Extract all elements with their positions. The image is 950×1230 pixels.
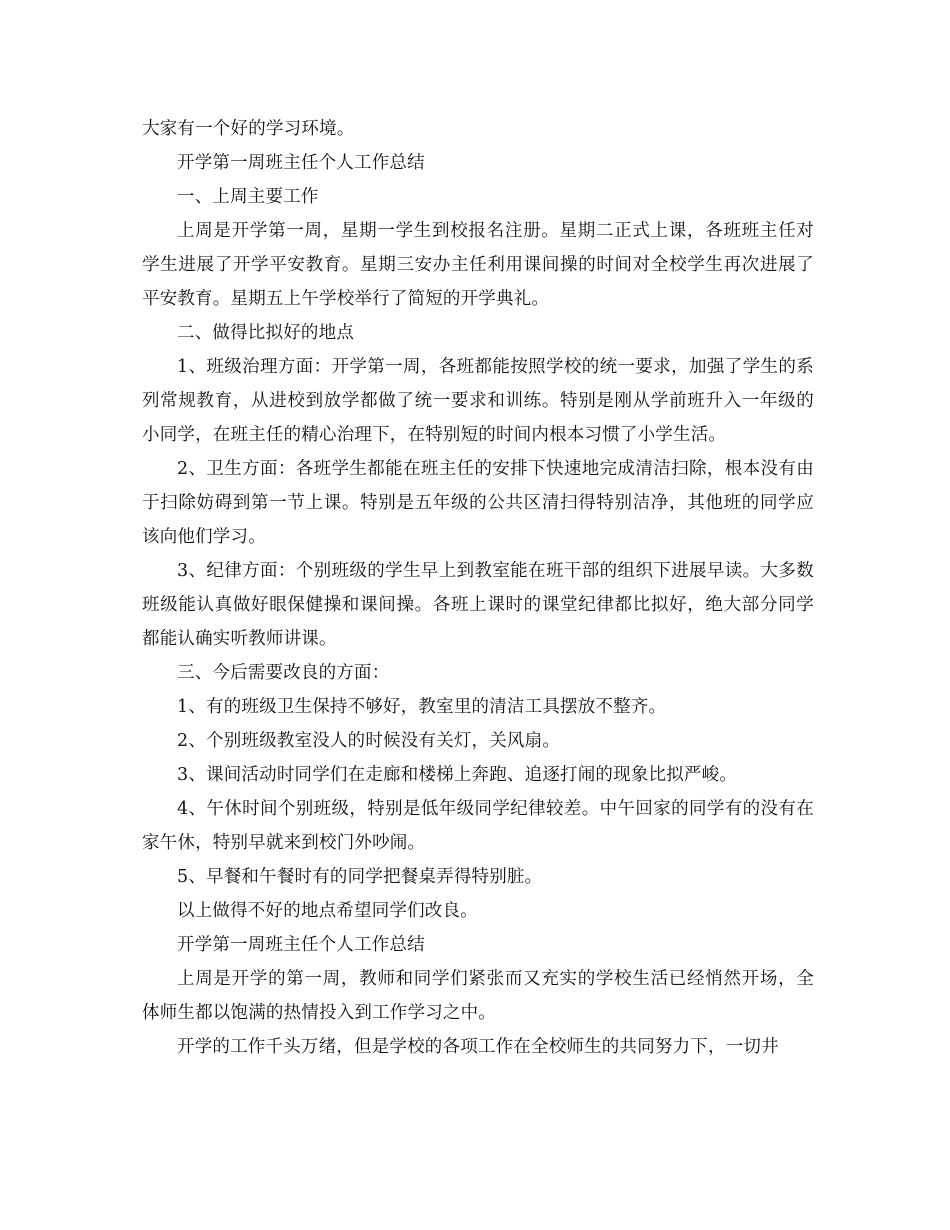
paragraph-class-management: 1、班级治理方面：开学第一周，各班都能按照学校的统一要求，加强了学生的系列常规教育，从进校到放学都做了统一要求和训练。特别是刚从学前班升入一年级的小同学，在班主任的精心治理下，在特别短的时间内根本习惯了小学生活。 xyxy=(142,357,814,445)
list-item-improvement-3: 3、课间活动时同学们在走廊和楼梯上奔跑、追逐打闹的现象比拟严峻。 xyxy=(177,765,738,785)
paragraph-discipline: 3、纪律方面：个别班级的学生早上到教室能在班干部的组织下进展早读。大多数班级能认真做好眼保健操和课间操。各班上课时的课堂纪律都比拟好，绝大部分同学都能认确实听教师讲课。 xyxy=(142,561,814,649)
list-item-improvement-1: 1、有的班级卫生保持不够好，教室里的清洁工具摆放不整齐。 xyxy=(177,697,667,717)
paragraph-week-intro: 上周是开学的第一周，教师和同学们紧张而又充实的学校生活已经悄然开场，全体师生都以饱满的热情投入到工作学习之中。 xyxy=(142,969,814,1023)
paragraph-improvement-closing: 以上做得不好的地点希望同学们改良。 xyxy=(177,901,478,921)
section-title: 开学第一周班主任个人工作总结 xyxy=(177,153,425,173)
paragraph-work-continues: 开学的工作千头万绪，但是学校的各项工作在全校师生的共同努力下，一切井 xyxy=(177,1037,779,1057)
list-item-improvement-2: 2、个别班级教室没人的时候没有关灯，关风扇。 xyxy=(177,731,561,751)
list-item-improvement-5: 5、早餐和午餐时有的同学把餐桌弄得特别脏。 xyxy=(177,867,543,887)
section-title-repeat: 开学第一周班主任个人工作总结 xyxy=(177,935,425,955)
heading-done-well: 二、做得比拟好的地点 xyxy=(177,323,354,343)
paragraph-hygiene: 2、卫生方面：各班学生都能在班主任的安排下快速地完成清洁扫除，根本没有由于扫除妨碍到第一节上课。特别是五年级的公共区清扫得特别洁净，其他班的同学应该向他们学习。 xyxy=(142,459,814,547)
paragraph-last-week-summary: 上周是开学第一周，星期一学生到校报名注册。星期二正式上课，各班班主任对学生进展了开学平安教育。星期三安办主任利用课间操的时间对全校学生再次进展了平安教育。星期五上午学校举行了简短的开学典礼。 xyxy=(142,221,814,309)
heading-last-week-work: 一、上周主要工作 xyxy=(177,187,319,207)
paragraph-closing-line: 大家有一个好的学习环境。 xyxy=(142,119,355,139)
list-item-improvement-4: 4、午休时间个别班级，特别是低年级同学纪律较差。中午回家的同学有的没有在家午休，特别早就来到校门外吵闹。 xyxy=(142,799,814,853)
document-body xyxy=(142,112,814,1064)
heading-improvements: 三、今后需要改良的方面： xyxy=(177,663,390,683)
